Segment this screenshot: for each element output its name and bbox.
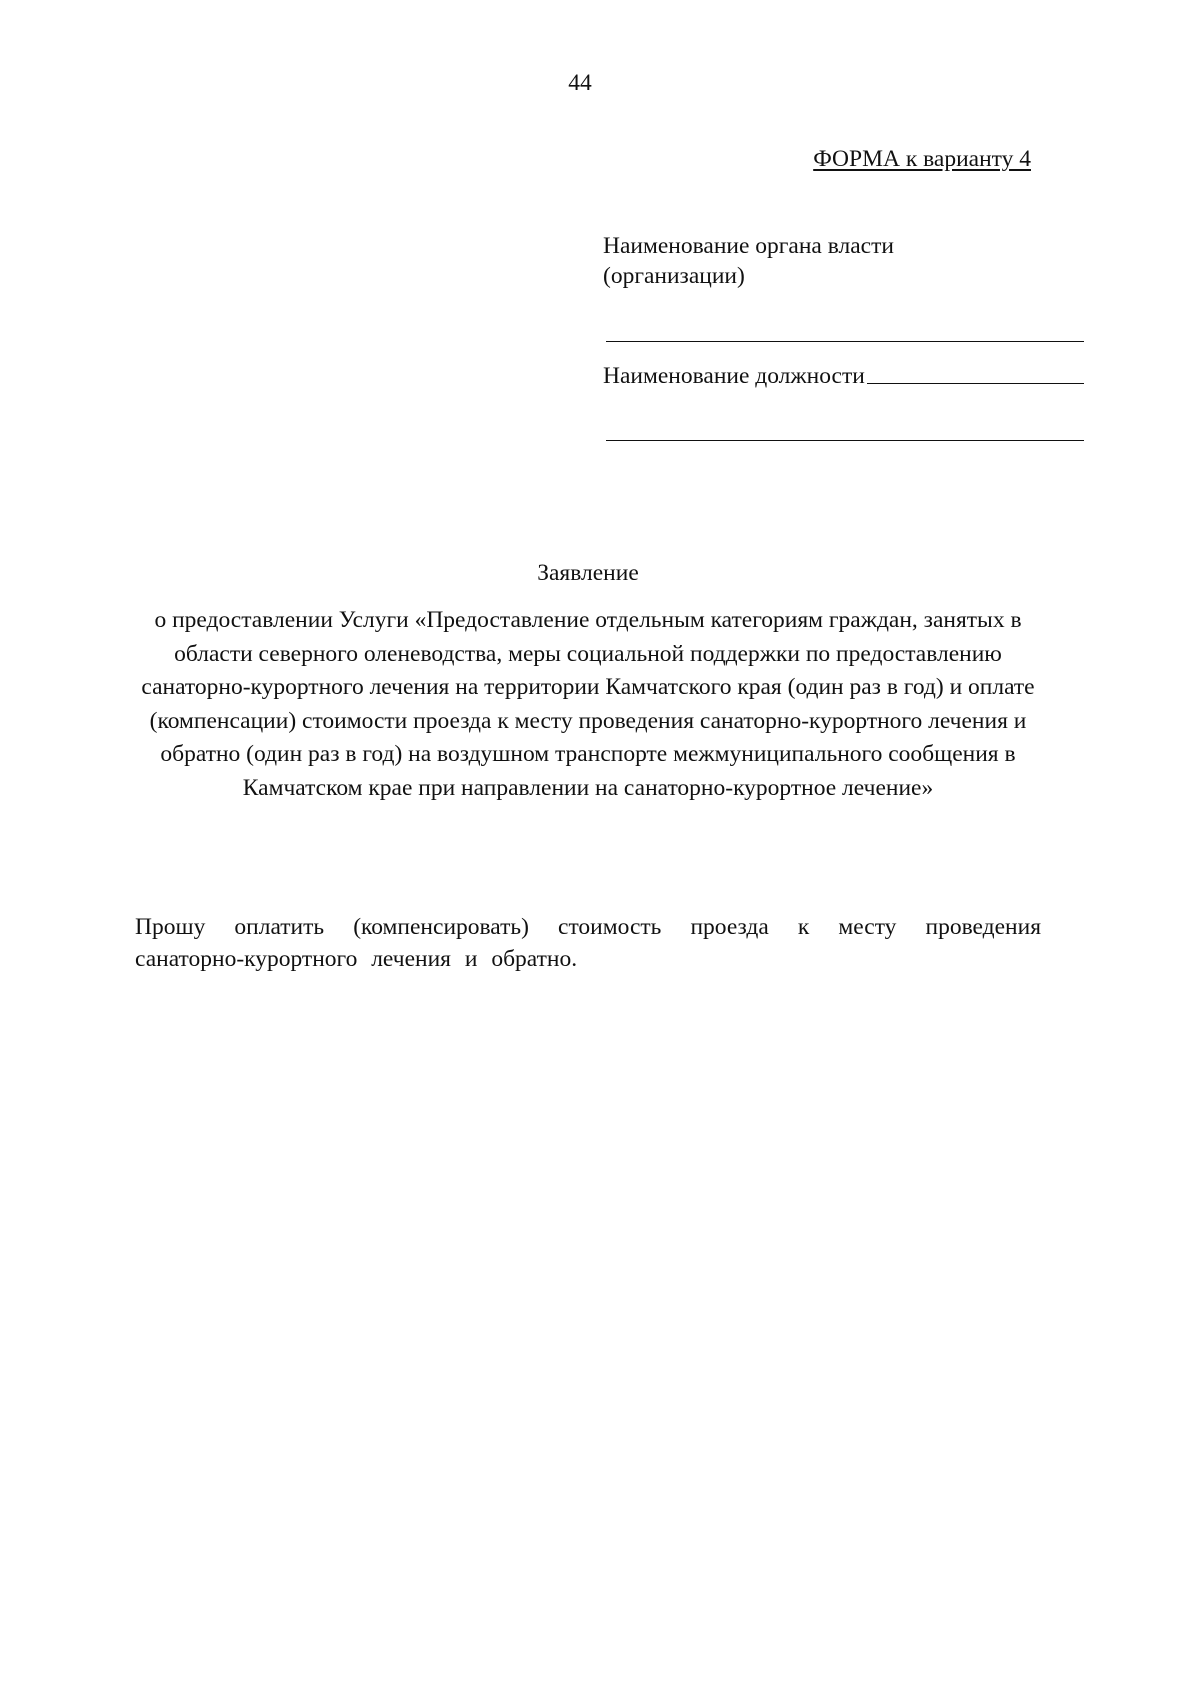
page-number: 44 [568, 70, 592, 96]
position-blank-line-continued[interactable] [606, 440, 1084, 441]
authority-name-label-continued: (организации) [603, 263, 745, 289]
position-row [603, 363, 1084, 390]
authority-name-label: Наименование органа власти [603, 233, 894, 259]
authority-name-block [603, 231, 894, 291]
position-label: Наименование должности [603, 363, 865, 389]
request-paragraph: Прошу оплатить (компенсировать) стоимость проезда к месту проведения санаторно-курортного лечения и обратно. [135, 914, 1041, 972]
document-subtitle: о предоставлении Услуги «Предоставление отдельным категориям граждан, занятых в области северного оленеводства, меры социальной поддержки по предоставлению санаторно-курортного лечения на территории Камчатского края (один раз в год) и оплате (компенсации) стоимости проезда к месту проведения санаторно-курортного лечения и обратно (один раз в год) на воздушном транспорте межмуниципального сообщения в Камчатском крае при направлении на санаторно-курортное лечение» [141, 607, 1035, 801]
authority-name-blank-line[interactable] [606, 341, 1084, 342]
document-title: Заявление [537, 560, 639, 586]
form-label: ФОРМА к варианту 4 [813, 146, 1031, 172]
position-blank-line[interactable] [867, 383, 1084, 384]
